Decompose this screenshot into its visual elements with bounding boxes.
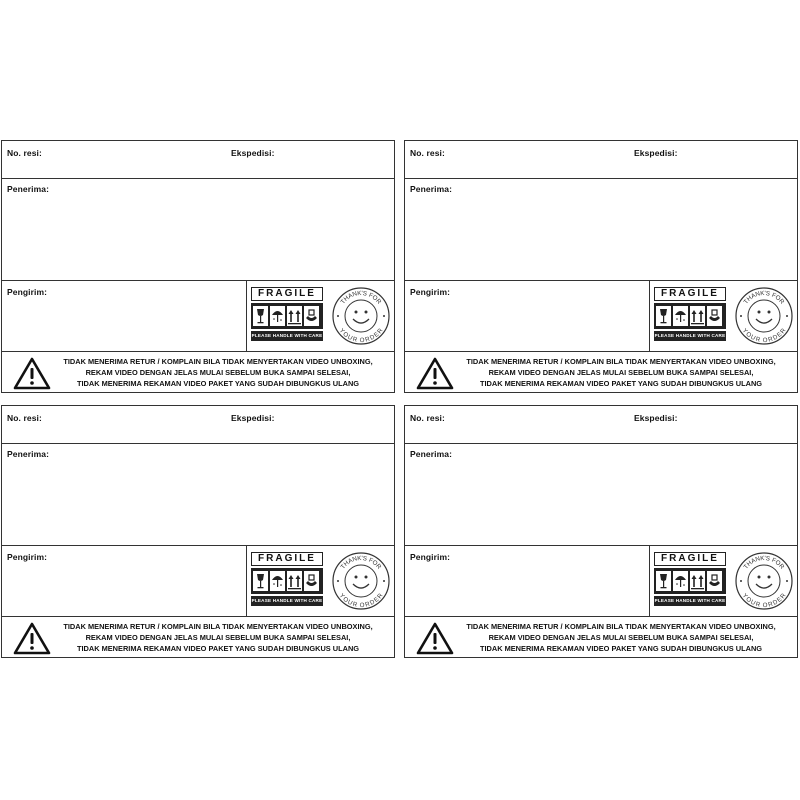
this-way-up-icon <box>690 571 705 591</box>
warning-triangle-icon <box>13 622 51 655</box>
handle-with-care-icon <box>304 306 319 326</box>
notice-line-2: REKAM VIDEO DENGAN JELAS MULAI SEBELUM BUKA SAMPAI SELESAI, <box>85 368 351 377</box>
umbrella-icon <box>270 571 285 591</box>
thanks-bottom-text: YOUR ORDER <box>337 327 385 345</box>
notice-row <box>2 617 394 657</box>
row-resi-ekspedisi <box>2 141 394 179</box>
notice-line-1: TIDAK MENERIMA RETUR / KOMPLAIN BILA TIDAK MENYERTAKAN VIDEO UNBOXING, <box>466 622 776 631</box>
glass-icon <box>656 571 671 591</box>
row-resi-ekspedisi <box>405 406 797 444</box>
notice-line-1: TIDAK MENERIMA RETUR / KOMPLAIN BILA TIDAK MENYERTAKAN VIDEO UNBOXING, <box>466 357 776 366</box>
ekspedisi-label: Ekspedisi: <box>634 413 678 423</box>
thanks-stamp <box>734 549 794 613</box>
warning-triangle-icon <box>416 622 454 655</box>
notice-line-2: REKAM VIDEO DENGAN JELAS MULAI SEBELUM BUKA SAMPAI SELESAI, <box>488 633 754 642</box>
row-pengirim <box>2 546 394 617</box>
ekspedisi-label: Ekspedisi: <box>231 413 275 423</box>
ekspedisi-label: Ekspedisi: <box>634 148 678 158</box>
pengirim-label: Pengirim: <box>410 287 451 297</box>
shipping-label-2 <box>404 140 798 393</box>
row-penerima <box>2 444 394 546</box>
handling-icons <box>654 568 726 594</box>
glass-icon <box>656 306 671 326</box>
fragile-title: FRAGILE <box>251 552 323 566</box>
fragile-sticker <box>251 552 323 610</box>
glass-icon <box>253 571 268 591</box>
handling-icons <box>251 568 323 594</box>
shipping-label-4 <box>404 405 798 658</box>
notice-line-1: TIDAK MENERIMA RETUR / KOMPLAIN BILA TIDAK MENYERTAKAN VIDEO UNBOXING, <box>63 622 373 631</box>
sticker-area <box>246 281 394 351</box>
penerima-label: Penerima: <box>410 449 453 459</box>
warning-triangle-icon <box>416 357 454 390</box>
thanks-stamp <box>734 284 794 348</box>
fragile-sticker <box>251 287 323 345</box>
penerima-label: Penerima: <box>7 449 50 459</box>
notice-line-3: TIDAK MENERIMA REKAMAN VIDEO PAKET YANG SUDAH DIBUNGKUS ULANG <box>479 379 763 388</box>
pengirim-label: Pengirim: <box>7 552 48 562</box>
row-pengirim <box>405 281 797 352</box>
glass-icon <box>253 306 268 326</box>
sticker-area <box>649 546 797 616</box>
thanks-bottom-text: YOUR ORDER <box>740 327 788 345</box>
ekspedisi-label: Ekspedisi: <box>231 148 275 158</box>
no-resi-label: No. resi: <box>410 148 445 158</box>
warning-triangle-icon <box>13 357 51 390</box>
this-way-up-icon <box>287 571 302 591</box>
penerima-label: Penerima: <box>410 184 453 194</box>
fragile-caption: PLEASE HANDLE WITH CARE <box>251 596 323 606</box>
pengirim-label: Pengirim: <box>410 552 451 562</box>
row-pengirim <box>2 281 394 352</box>
thanks-top-text: THANK'S FOR <box>742 554 786 571</box>
thanks-stamp <box>331 549 391 613</box>
row-penerima <box>405 179 797 281</box>
no-resi-label: No. resi: <box>7 148 42 158</box>
umbrella-icon <box>673 306 688 326</box>
notice-line-3: TIDAK MENERIMA REKAMAN VIDEO PAKET YANG SUDAH DIBUNGKUS ULANG <box>76 644 360 653</box>
fragile-caption: PLEASE HANDLE WITH CARE <box>654 331 726 341</box>
no-resi-label: No. resi: <box>7 413 42 423</box>
this-way-up-icon <box>690 306 705 326</box>
notice-row <box>405 352 797 392</box>
row-penerima <box>405 444 797 546</box>
pengirim-label: Pengirim: <box>7 287 48 297</box>
notice-row <box>405 617 797 657</box>
handling-icons <box>251 303 323 329</box>
notice-text <box>54 356 382 389</box>
row-resi-ekspedisi <box>2 406 394 444</box>
notice-text <box>457 621 785 654</box>
notice-text <box>457 356 785 389</box>
notice-line-3: TIDAK MENERIMA REKAMAN VIDEO PAKET YANG SUDAH DIBUNGKUS ULANG <box>76 379 360 388</box>
umbrella-icon <box>673 571 688 591</box>
handle-with-care-icon <box>707 571 722 591</box>
fragile-sticker <box>654 552 726 610</box>
thanks-top-text: THANK'S FOR <box>742 289 786 306</box>
no-resi-label: No. resi: <box>410 413 445 423</box>
penerima-label: Penerima: <box>7 184 50 194</box>
shipping-label-1 <box>1 140 395 393</box>
row-pengirim <box>405 546 797 617</box>
fragile-sticker <box>654 287 726 345</box>
thanks-bottom-text: YOUR ORDER <box>740 592 788 610</box>
notice-line-2: REKAM VIDEO DENGAN JELAS MULAI SEBELUM BUKA SAMPAI SELESAI, <box>488 368 754 377</box>
row-resi-ekspedisi <box>405 141 797 179</box>
fragile-caption: PLEASE HANDLE WITH CARE <box>251 331 323 341</box>
notice-text <box>54 621 382 654</box>
this-way-up-icon <box>287 306 302 326</box>
handle-with-care-icon <box>707 306 722 326</box>
notice-line-3: TIDAK MENERIMA REKAMAN VIDEO PAKET YANG SUDAH DIBUNGKUS ULANG <box>479 644 763 653</box>
thanks-top-text: THANK'S FOR <box>339 289 383 306</box>
handle-with-care-icon <box>304 571 319 591</box>
thanks-stamp <box>331 284 391 348</box>
fragile-title: FRAGILE <box>251 287 323 301</box>
handling-icons <box>654 303 726 329</box>
umbrella-icon <box>270 306 285 326</box>
fragile-caption: PLEASE HANDLE WITH CARE <box>654 596 726 606</box>
sticker-area <box>649 281 797 351</box>
notice-row <box>2 352 394 392</box>
fragile-title: FRAGILE <box>654 552 726 566</box>
notice-line-2: REKAM VIDEO DENGAN JELAS MULAI SEBELUM BUKA SAMPAI SELESAI, <box>85 633 351 642</box>
notice-line-1: TIDAK MENERIMA RETUR / KOMPLAIN BILA TIDAK MENYERTAKAN VIDEO UNBOXING, <box>63 357 373 366</box>
shipping-label-3 <box>1 405 395 658</box>
thanks-top-text: THANK'S FOR <box>339 554 383 571</box>
sticker-area <box>246 546 394 616</box>
row-penerima <box>2 179 394 281</box>
fragile-title: FRAGILE <box>654 287 726 301</box>
thanks-bottom-text: YOUR ORDER <box>337 592 385 610</box>
